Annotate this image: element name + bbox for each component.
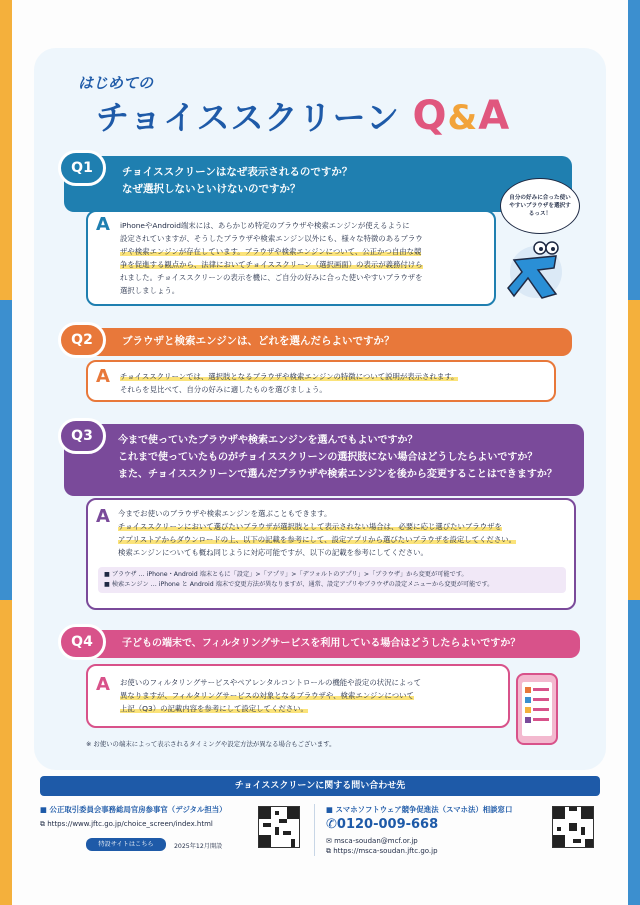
email-link[interactable]: msca-soudan@mcf.or.jp — [334, 837, 418, 845]
page-subtitle: はじめての — [78, 74, 154, 92]
title-amp: & — [447, 98, 479, 138]
qr-code-right — [552, 806, 594, 848]
q4-answer-line: お使いのフィルタリングサービスやペアレンタルコントロールの機能や設定の状況によって — [120, 678, 422, 687]
left-url-row — [40, 820, 213, 829]
q2-question-bar — [64, 328, 572, 356]
phone-row — [326, 817, 438, 832]
q1-answer-label: A — [96, 214, 110, 235]
qr-icon — [259, 807, 299, 847]
link-icon: ⧉ — [40, 820, 48, 828]
left-stripe-top — [0, 0, 12, 300]
contact-heading: チョイススクリーンに関する問い合わせ先 — [40, 776, 600, 796]
right-url-link[interactable]: https://msca-soudan.jftc.go.jp — [333, 847, 438, 855]
site-open-date: 2025年12月開設 — [174, 843, 223, 850]
footer-divider — [314, 804, 315, 856]
q3-question-line: また、チョイススクリーンで選んだブラウザや検索エンジンを後から変更することはできますか？ — [118, 469, 557, 480]
q3-answer-box — [86, 498, 576, 610]
q3-answer-line: チョイススクリーンにおいて選びたいブラウザが選択肢として表示されない場合は、必要に応じ選びたいブラウザを — [118, 522, 502, 531]
right-url-row — [326, 847, 438, 856]
q3-answer-line: 今までお使いのブラウザや検索エンジンを選ぶこともできます。 — [118, 509, 332, 518]
speech-bubble: 自分の好みに合った使いやすいブラウザを選択するっス！ — [500, 178, 580, 234]
left-org: ■ 公正取引委員会事務総局官房参事官（デジタル担当） — [40, 805, 227, 814]
q1-answer-line: iPhoneやAndroid端末には、あらかじめ特定のブラウザや検索エンジンが使えるように — [120, 221, 410, 230]
phone-icon: ✆ — [326, 817, 337, 832]
mail-icon: ✉ — [326, 837, 335, 845]
right-stripe-top — [628, 0, 640, 300]
q3-answer-line: アプリストアからダウンロードの上、以下の記載を参考にして、設定アプリから選びたいブラウザを設定してください。 — [118, 535, 516, 544]
q1-answer-line: 争を促進する観点から、法律においてチョイススクリーン（選択画面）の表示が義務付けら — [120, 260, 423, 269]
special-site-button[interactable]: 特設サイトはこちら — [86, 838, 166, 851]
title-q: Q — [412, 93, 448, 139]
mascot-icon — [500, 234, 570, 304]
q2-question-line: ブラウザと検索エンジンは、どれを選んだらよいですか？ — [122, 335, 395, 347]
q1-answer-line: 選択しましょう。 — [120, 286, 180, 295]
q3-answer-label: A — [96, 506, 110, 527]
left-stripe-mid — [0, 300, 12, 600]
q2-answer-label: A — [96, 366, 110, 387]
q4-answer-line: 上記（Q3）の記載内容を参考にして設定してください。 — [120, 704, 308, 713]
email-row — [326, 837, 418, 845]
q4-answer-box — [86, 664, 510, 728]
q4-answer-line: 異なりますが、フィルタリングサービスの対象となるブラウザや、検索エンジンについて — [120, 691, 414, 700]
q2-answer-box — [86, 360, 556, 402]
q2-answer-line: チョイススクリーンでは、選択肢となるブラウザや検索エンジンの特徴について説明が表示されます。 — [120, 372, 459, 381]
q4-answer-label: A — [96, 674, 110, 695]
q3-badge: Q3 — [58, 418, 106, 454]
qr-code-left — [258, 806, 300, 848]
left-stripe-bottom — [0, 600, 12, 905]
title-a: A — [478, 93, 511, 139]
q3-note-browser: ■ ブラウザ … iPhone・Android 端末ともに「設定」>「アプリ」>「デフォルトのアプリ」>「ブラウザ」から変更が可能です。 — [104, 571, 468, 578]
q3-answer-line: 検索エンジンについても概ね同じように対応可能ですが、以下の記載を参考にしてください。 — [118, 548, 428, 557]
q2-badge: Q2 — [58, 322, 106, 358]
q3-question-line: 今まで使っていたブラウザや検索エンジンを選んでもよいですか？ — [118, 435, 418, 446]
footnote: ※ お使いの端末によって表示されるタイミングや設定方法が異なる場合もございます。 — [86, 740, 336, 748]
page-title — [96, 92, 510, 139]
link-icon: ⧉ — [326, 847, 334, 855]
right-stripe-mid — [628, 300, 640, 600]
q2-answer-line: それらを見比べて、自分の好みに適したものを選びましょう。 — [120, 385, 327, 394]
q3-notes — [98, 567, 566, 593]
smartphone-icon — [514, 672, 560, 746]
right-stripe-bottom — [628, 600, 640, 905]
right-org: ■ スマホソフトウェア競争促進法（スマホ法）相談窓口 — [326, 805, 513, 814]
left-url-link[interactable]: https://www.jftc.go.jp/choice_screen/index.html — [47, 820, 213, 828]
q1-badge: Q1 — [58, 150, 106, 186]
q1-question-line: チョイススクリーンはなぜ表示されるのですか？ — [122, 166, 353, 178]
phone-number[interactable]: 0120-009-668 — [336, 817, 439, 832]
q1-answer-line: れました。チョイススクリーンの表示を機に、ご自分の好みに合った使いやすいブラウザを — [120, 273, 423, 282]
q4-question-line: 子どもの端末で、フィルタリングサービスを利用している場合はどうしたらよいですか？ — [122, 638, 521, 649]
q3-note-search: ■ 検索エンジン … iPhone と Android 端末で変更方法が異なりますが、通常、設定アプリやブラウザの設定メニューから変更が可能です。 — [104, 581, 494, 588]
q1-question-bar — [64, 156, 572, 212]
q1-answer-line: 設定されていますが、そうしたブラウザや検索エンジン以外にも、様々な特徴のあるブラウ — [120, 234, 423, 243]
q1-answer-line: ザや検索エンジンが存在しています。ブラウザや検索エンジンについて、公正かつ自由な競 — [120, 247, 422, 256]
title-main: チョイススクリーン — [96, 98, 401, 137]
q3-question-bar — [64, 424, 584, 496]
q4-badge: Q4 — [58, 624, 106, 660]
q4-question-bar — [64, 630, 580, 658]
q1-answer-box — [86, 210, 496, 306]
qr-icon — [553, 807, 593, 847]
q1-question-line: なぜ選択しないといけないのですか？ — [122, 183, 301, 195]
q3-question-line: これまで使っていたものがチョイススクリーンの選択肢にない場合はどうしたらよいですか？ — [118, 452, 538, 463]
